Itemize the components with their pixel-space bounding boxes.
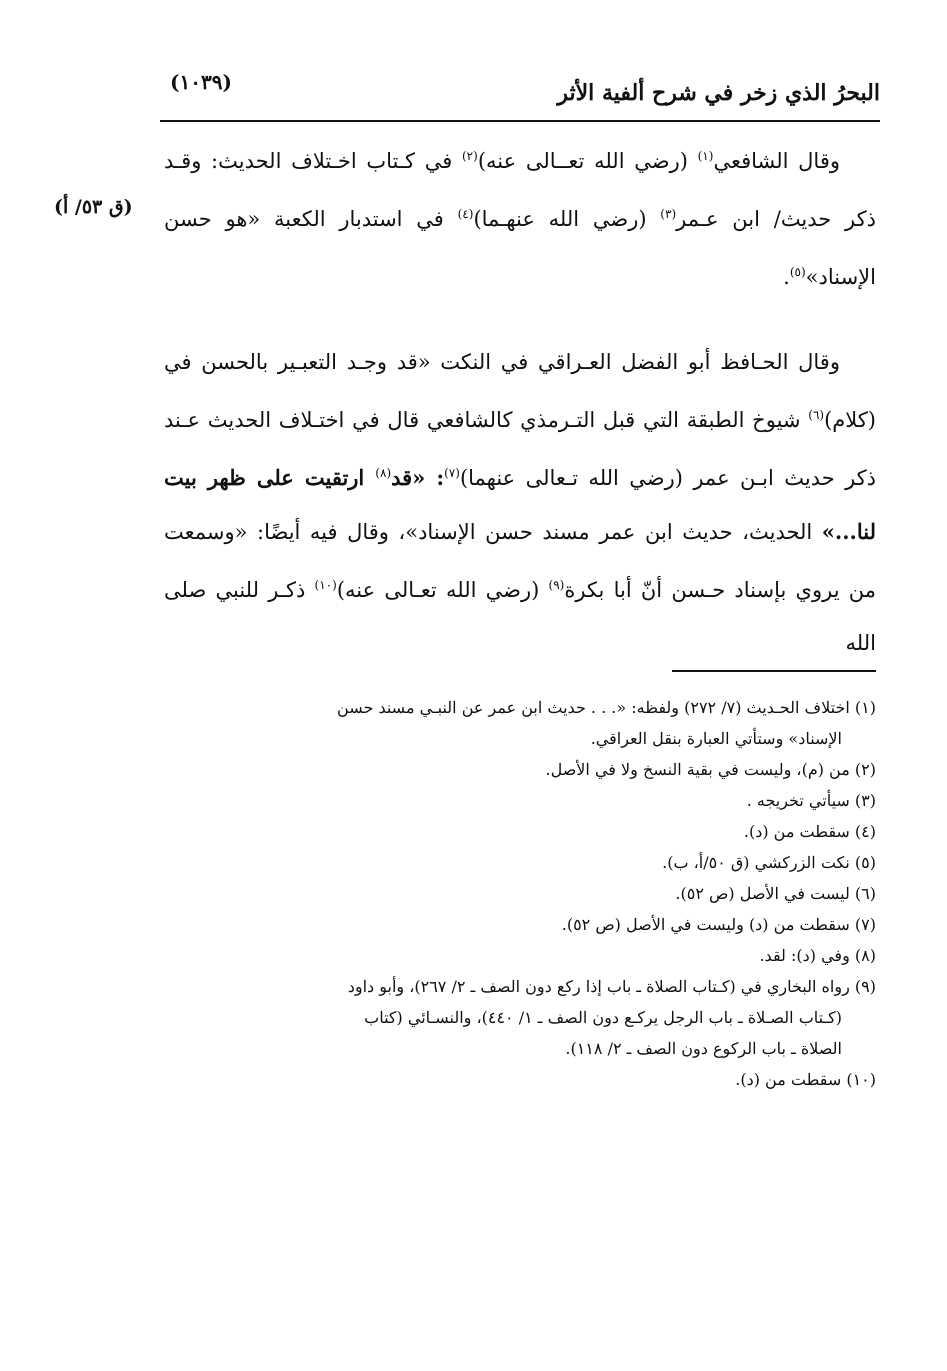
footnote: [164, 909, 876, 940]
footnote-number: (٤): [854, 822, 876, 841]
text-run: وقال الشافعي: [713, 149, 841, 173]
footnotes: [164, 692, 876, 1095]
text-run: (رضي الله تعـالى عنه): [336, 578, 549, 602]
footnote: [164, 692, 876, 723]
footnote-text: نكت الزركشي (ق ٥٠/أ، ب).: [662, 853, 850, 872]
footnote-text: سقطت من (د).: [743, 822, 850, 841]
footnote-marker: (٩): [548, 578, 565, 592]
footnote: [164, 785, 876, 816]
footnote-number: (١٠): [846, 1070, 876, 1089]
page-header: [160, 66, 880, 122]
footnote-text: الإسناد» وستأتي العبارة بنقل العراقي.: [590, 729, 842, 748]
footnote-text: وفي (د): لقد.: [759, 946, 850, 965]
text-run: وقال الحـافظ أبو الفضل العـراقي في النكت «قد وجـد التعبـير بالحسن في (كلام): [164, 350, 876, 432]
footnote-separator: [672, 670, 876, 672]
bold-text-run: ارتقيت على ظهر بيت لنا...»: [164, 465, 876, 544]
text-run: .: [783, 265, 790, 289]
footnote-continuation: [164, 723, 876, 754]
footnote-text: (كـتاب الصـلاة ـ باب الرجل يركـع دون الصف ـ ١/ ٤٤٠)، والنسـائي (كتاب: [364, 1008, 842, 1027]
footnote-text: سيأتي تخريجه .: [746, 791, 850, 810]
footnote-text: من (م)، وليست في بقية النسخ ولا في الأصل.: [545, 760, 850, 779]
folio-margin-note: (ق ٥٣/ أ): [54, 196, 133, 218]
footnote-text: سقطت من (د).: [735, 1070, 842, 1089]
footnote-number: (٢): [854, 760, 876, 779]
footnote: [164, 1064, 876, 1095]
footnote-number: (٩): [854, 977, 876, 996]
text-run: (رضي الله تعــالى عنه): [477, 149, 698, 173]
footnote-continuation: [164, 1002, 876, 1033]
footnote: [164, 816, 876, 847]
footnote: [164, 847, 876, 878]
footnote-marker: (٧): [444, 466, 460, 480]
footnote-marker: (٢): [461, 149, 478, 163]
footnote-text: ليست في الأصل (ص ٥٢).: [675, 884, 850, 903]
footnote-number: (٣): [854, 791, 876, 810]
text-run: ذكـر للنبي صلى الله: [164, 578, 876, 655]
footnote-text: اختلاف الحـديث (٧/ ٢٧٢) ولفظه: «. . . حديث ابن عمر عن النبـي مسند حسن: [337, 698, 850, 717]
footnote-marker: (٨): [375, 466, 392, 480]
footnote-marker: (٤): [457, 207, 474, 221]
page-number: (١٠٣٩): [170, 70, 232, 94]
text-run: (رضي الله عنهـما): [473, 207, 661, 231]
running-title: البحرُ الذي زخر في شرح ألفية الأثر: [557, 80, 880, 106]
footnote-marker: (١٠): [314, 578, 337, 592]
footnote-text: سقطت من (د) وليست في الأصل (ص ٥٢).: [561, 915, 850, 934]
footnote-marker: (٣): [660, 207, 677, 221]
footnote: [164, 971, 876, 1002]
footnote-text: رواه البخاري في (كـتاب الصلاة ـ باب إذا ركع دون الصف ـ ٢/ ٢٦٧)، وأبو داود: [347, 977, 850, 996]
footnote-number: (٦): [854, 884, 876, 903]
footnote-text: الصلاة ـ باب الركوع دون الصف ـ ٢/ ١١٨).: [565, 1039, 842, 1058]
footnote-number: (١): [854, 698, 876, 717]
footnote-marker: (٦): [808, 408, 825, 422]
text-run: شيوخ الطبقة التي قبل التـرمذي كالشافعي قال في اختـلاف الحديث عـند ذكر حديث ابـن عمر (رضي الله تـعالى عنهما): [164, 408, 877, 490]
footnote-number: (٧): [854, 915, 876, 934]
paragraph-2: [164, 336, 876, 670]
header-rule: [160, 120, 880, 122]
footnote: [164, 878, 876, 909]
paragraph-1: [164, 130, 876, 304]
footnote-marker: (٥): [789, 265, 806, 279]
text-run: الحديث، حديث ابن عمر مسند حسن الإسناد»، وقال فيه أيضًا: «وسمعت من يروي بإسناد حـسن أنّ أبا بكرة: [164, 520, 876, 602]
footnote-number: (٨): [854, 946, 876, 965]
text-run: في كـتاب اخـتلاف الحديث: وقـد ذكر حديث/ ابن عـمر: [164, 149, 876, 231]
footnote: [164, 940, 876, 971]
footnote-continuation: [164, 1033, 876, 1064]
main-text: [164, 130, 876, 670]
text-run: في استدبار الكعبة «هو حسن الإسناد»: [164, 207, 876, 289]
bold-text-run: : «قد: [391, 465, 445, 490]
footnote-marker: (١): [697, 149, 714, 163]
footnote-number: (٥): [854, 853, 876, 872]
footnote: [164, 754, 876, 785]
